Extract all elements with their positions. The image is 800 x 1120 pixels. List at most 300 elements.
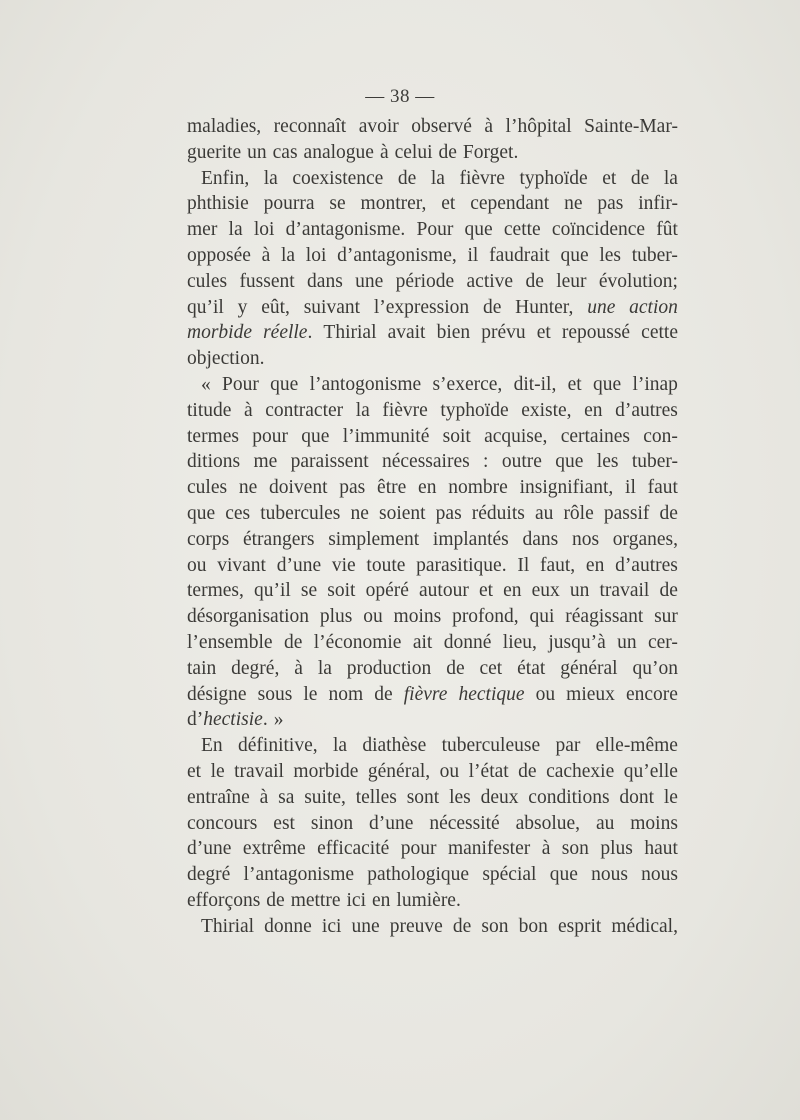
text-line (187, 295, 678, 321)
word: un (569, 580, 590, 602)
word: dans (522, 528, 559, 550)
word: que (593, 373, 622, 395)
text-line (187, 888, 678, 914)
word: guerite (187, 141, 242, 163)
word: que (270, 373, 299, 395)
word: tuberculeuse (441, 735, 541, 757)
word: nos (571, 528, 600, 550)
word: haut (644, 838, 678, 860)
word: esprit (557, 915, 602, 937)
italic-word: fièvre (403, 683, 448, 705)
word: une (351, 915, 380, 937)
text-line (187, 320, 678, 346)
word: est (273, 812, 295, 834)
word: Thirial (201, 915, 255, 937)
word: faut (647, 477, 678, 499)
word: ou (535, 683, 556, 705)
word: prévu (481, 322, 526, 344)
text-line (187, 527, 678, 553)
word: profond, (452, 606, 519, 628)
text-line (187, 217, 678, 243)
word: la (332, 735, 348, 757)
word: absolue, (515, 812, 581, 834)
word: y (237, 296, 248, 318)
word: à (294, 657, 303, 679)
word: « (201, 373, 211, 395)
text-line (187, 449, 678, 475)
word: qui (529, 606, 555, 628)
word: deux (480, 786, 519, 808)
word: le (663, 786, 678, 808)
word: conditions (528, 786, 610, 808)
text-line (187, 682, 678, 708)
word: termes (187, 425, 239, 447)
word: typhoïde (519, 167, 588, 189)
word: la (228, 219, 243, 241)
word: montrer, (360, 193, 427, 215)
word: cer- (648, 631, 678, 653)
word: qu’elle (623, 760, 678, 782)
word: l’état (468, 760, 509, 782)
word: en (372, 889, 391, 911)
word: nombre (448, 477, 508, 499)
word: réagissant (565, 606, 644, 628)
word: ces (225, 502, 251, 524)
word: que (187, 502, 216, 524)
word: en (418, 477, 437, 499)
word: encore (625, 683, 678, 705)
word: de (659, 580, 678, 602)
word: certaines (560, 425, 630, 447)
word: de (283, 631, 303, 653)
word: degré, (231, 657, 280, 679)
word: sinon (310, 812, 354, 834)
word: degré (187, 864, 231, 886)
word: mieux (566, 683, 615, 705)
word: de (446, 657, 465, 679)
word: cette (503, 219, 541, 241)
word: suivant (303, 296, 361, 318)
word: phthisie (187, 193, 249, 215)
word: active (466, 270, 514, 292)
word: et (187, 760, 202, 782)
word: d’antagonisme. (285, 219, 406, 241)
word: l’inap (632, 373, 678, 395)
word: d’autres (615, 399, 678, 421)
word: ou (439, 760, 460, 782)
word: l’expression (373, 296, 470, 318)
word: se (300, 580, 318, 602)
word: mer (187, 219, 218, 241)
word: l’ensemble (187, 631, 273, 653)
word: d’autres (615, 554, 678, 576)
word: moins (630, 812, 678, 834)
word: elle-même (595, 735, 678, 757)
word: au (595, 812, 615, 834)
word: nous (591, 864, 628, 886)
word: faut, (539, 554, 576, 576)
word: faudrait (489, 244, 550, 266)
italic-word: réelle (263, 322, 308, 344)
word: son (481, 915, 509, 937)
word: coexistence (292, 167, 384, 189)
word: bon (518, 915, 548, 937)
word: définitive, (238, 735, 318, 757)
word: de (518, 760, 537, 782)
word: simplement (328, 528, 420, 550)
word: qu’il (253, 580, 291, 602)
word: qu’il (187, 296, 224, 318)
word: production (346, 657, 432, 679)
word: de (482, 296, 502, 318)
word: sous (257, 683, 293, 705)
text-line (187, 424, 678, 450)
word: de (397, 167, 417, 189)
word: la (263, 167, 278, 189)
word: con- (643, 425, 678, 447)
word: sa (278, 786, 295, 808)
italic-word: morbide (187, 322, 252, 344)
word: ici (321, 915, 342, 937)
word: d’ (187, 709, 204, 731)
text-line (187, 269, 678, 295)
word: acquise, (484, 425, 548, 447)
word: que (549, 864, 578, 886)
word: les (596, 451, 619, 473)
word: que (301, 425, 330, 447)
word: se (329, 193, 346, 215)
word: cas (272, 141, 298, 163)
word: que (555, 451, 584, 473)
word: loi (253, 219, 275, 241)
word: la (281, 244, 296, 266)
word: existe, (521, 399, 572, 421)
word: Pour (222, 373, 259, 395)
word: eux (531, 580, 560, 602)
word-group (263, 320, 312, 346)
word: dans (307, 270, 343, 292)
word: de (438, 141, 457, 163)
word: rôle (563, 502, 594, 524)
text-line (187, 166, 678, 192)
word: un (617, 631, 637, 653)
word: outre (501, 451, 542, 473)
word: pourra (263, 193, 315, 215)
text-line (187, 114, 678, 140)
word: de (452, 915, 472, 937)
word: preuve (389, 915, 443, 937)
word: parasitique. (416, 554, 507, 576)
text-line (187, 759, 678, 785)
word: opposée (187, 244, 251, 266)
word: ici (346, 889, 366, 911)
word: ne (564, 193, 583, 215)
word: morbide (293, 760, 359, 782)
word: d’antagonisme, (337, 244, 457, 266)
word: pathologique (367, 864, 470, 886)
word: extrême (242, 838, 306, 860)
word: celui (394, 141, 433, 163)
word: nom (328, 683, 364, 705)
word-group (187, 707, 268, 733)
word: eût, (261, 296, 290, 318)
word: reconnaît (273, 116, 347, 137)
text-line (187, 398, 678, 424)
word: les (449, 786, 471, 808)
italic-word: une (587, 296, 616, 318)
word: d’une (276, 554, 322, 576)
word: l’antagonisme (243, 864, 355, 886)
word: sur (654, 606, 678, 628)
word: jusqu’à (548, 631, 606, 653)
word: de (266, 889, 285, 911)
word: l’hôpital (505, 116, 572, 137)
text-line (187, 914, 678, 940)
word: à (261, 244, 271, 266)
word: fût (656, 219, 678, 241)
word: et (567, 373, 582, 395)
word: en (584, 399, 603, 421)
word: et (478, 580, 494, 602)
word: plus (600, 838, 633, 860)
word: insignifiant, (519, 477, 614, 499)
word: d’une (187, 838, 232, 860)
word: donné (443, 631, 492, 653)
word: tubercules (260, 502, 341, 524)
word: leur (556, 270, 587, 292)
text-line (187, 707, 678, 733)
text-line (187, 733, 678, 759)
word: ditions (187, 451, 241, 473)
word: bien (436, 322, 471, 344)
word: nous (641, 864, 678, 886)
word: à (243, 399, 253, 421)
text-line (187, 243, 678, 269)
word: de (374, 683, 393, 705)
word: étrangers (242, 528, 315, 550)
text-line (187, 604, 678, 630)
word: qu’on (632, 657, 678, 679)
word: . (307, 322, 313, 344)
word: contracter (265, 399, 344, 421)
word: de (630, 167, 650, 189)
word: de (659, 502, 678, 524)
word: à (484, 116, 494, 137)
word: ne (238, 477, 258, 499)
word: cet (479, 657, 503, 679)
word: Il (517, 554, 530, 576)
word: de (525, 270, 544, 292)
word: diathèse (362, 735, 427, 757)
word: la (430, 167, 445, 189)
word: mettre (290, 889, 341, 911)
text-line (187, 372, 678, 398)
word: suite, (304, 786, 346, 808)
word: et (602, 167, 617, 189)
text-line (187, 140, 678, 166)
word: pas (339, 477, 366, 499)
word-group (203, 709, 267, 730)
word: telles (355, 786, 397, 808)
word: infir- (638, 193, 678, 215)
word: : (483, 451, 489, 473)
word: objection. (187, 348, 265, 370)
italic-word: hectisie (203, 709, 263, 731)
word: efficacité (317, 838, 390, 860)
word: travail (599, 580, 650, 602)
word: typhoïde (440, 399, 509, 421)
word: vivant (217, 554, 266, 576)
word: pour (252, 425, 288, 447)
word: manifester (447, 838, 531, 860)
word: En (201, 735, 223, 757)
word: général (560, 657, 618, 679)
word: en (585, 554, 605, 576)
word: l’immunité (342, 425, 430, 447)
word: fussent (239, 270, 295, 292)
word: nécessité (429, 812, 500, 834)
word: pour (400, 838, 437, 860)
word: ne (350, 502, 369, 524)
body-text (187, 114, 678, 940)
word: dit-il, (513, 373, 557, 395)
word: la (355, 399, 370, 421)
text-line (187, 656, 678, 682)
word: organes, (612, 528, 678, 550)
word: tuber- (631, 244, 678, 266)
word: Enfin, (201, 167, 250, 189)
word: d’une (369, 812, 414, 834)
text-line (187, 346, 678, 372)
word: pas (435, 502, 462, 524)
word: cachexie (546, 760, 615, 782)
word: » (273, 709, 284, 731)
word: maladies, (187, 116, 262, 137)
word: évolution; (598, 270, 678, 292)
text-line (187, 475, 678, 501)
word: son (561, 838, 589, 860)
word: corps (187, 528, 230, 550)
word: repoussé (561, 322, 631, 344)
word: ait (412, 631, 433, 653)
word: cette (641, 322, 678, 344)
text-line (187, 501, 678, 527)
word: un (247, 141, 267, 163)
word: il (467, 244, 479, 266)
text-line (187, 862, 678, 888)
word: Forget. (462, 141, 519, 163)
word: loi (305, 244, 327, 266)
word: Pour (416, 219, 454, 241)
word: s’exerce, (432, 373, 503, 395)
word: spécial (482, 864, 537, 886)
word: ou (187, 554, 207, 576)
word: à (541, 838, 551, 860)
word: période (395, 270, 455, 292)
word: état (517, 657, 546, 679)
word: doivent (269, 477, 328, 499)
word: plus (319, 606, 353, 628)
text-line (187, 785, 678, 811)
word: donne (264, 915, 312, 937)
word: tain (187, 657, 217, 679)
word: le (303, 683, 318, 705)
word: général, (367, 760, 431, 782)
word: fièvre (459, 167, 505, 189)
word: lumière. (396, 889, 461, 911)
word: en (503, 580, 522, 602)
word: Hunter, (515, 296, 574, 318)
word: et (441, 193, 456, 215)
word: la (317, 657, 332, 679)
word: soit (327, 580, 356, 602)
word: l’antogonisme (309, 373, 422, 395)
word: les (599, 244, 621, 266)
word: cules (187, 270, 228, 292)
word: le (210, 760, 225, 782)
word: concours (187, 812, 258, 834)
word: titude (187, 399, 232, 421)
word: l’économie (313, 631, 402, 653)
word: nécessaires (381, 451, 470, 473)
word: que (560, 244, 589, 266)
word: soient (378, 502, 426, 524)
word: désorganisation (187, 606, 310, 628)
word: lieu, (502, 631, 537, 653)
word: par (555, 735, 581, 757)
word: désigne (187, 683, 247, 705)
word: fièvre (382, 399, 428, 421)
word: ou (363, 606, 383, 628)
word: réduits (471, 502, 525, 524)
word: analogue (303, 141, 374, 163)
text-line (187, 630, 678, 656)
word: me (253, 451, 278, 473)
word: observé (411, 116, 472, 137)
word: avait (387, 322, 426, 344)
word: implantés (432, 528, 509, 550)
word: il (625, 477, 636, 499)
text-line (187, 811, 678, 837)
word: travail (234, 760, 284, 782)
word: tuber- (631, 451, 678, 473)
word: passif (603, 502, 650, 524)
word: vie (331, 554, 356, 576)
text-line (187, 191, 678, 217)
word: avoir (358, 116, 399, 137)
word: sont (406, 786, 440, 808)
word: termes, (187, 580, 244, 602)
word: coïncidence (551, 219, 646, 241)
word: toute (366, 554, 406, 576)
word: Sainte-Mar- (584, 116, 678, 137)
text-line (187, 578, 678, 604)
word: moins (393, 606, 442, 628)
text-line (187, 553, 678, 579)
word: dont (619, 786, 655, 808)
word: paraissent (290, 451, 369, 473)
word: autour (419, 580, 469, 602)
page-number: — 38 — (365, 86, 435, 107)
word: à (379, 141, 389, 163)
word: et (536, 322, 551, 344)
word: cules (187, 477, 228, 499)
word: au (534, 502, 554, 524)
italic-word: hectique (458, 683, 525, 705)
word: à (259, 786, 269, 808)
italic-word: action (629, 296, 678, 318)
word: soit (442, 425, 471, 447)
